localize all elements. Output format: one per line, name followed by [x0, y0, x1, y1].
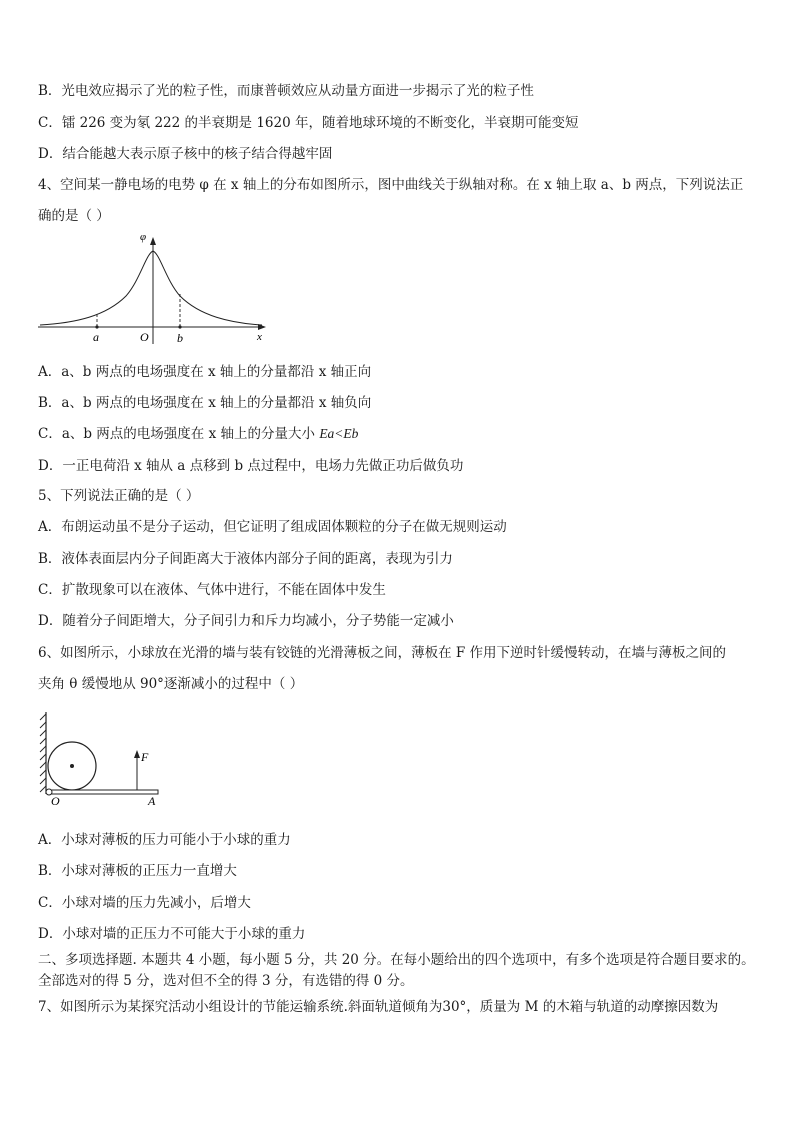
q6-option-d: D．小球对墙的正压力不可能大于小球的重力 [38, 926, 306, 942]
q6-stem-line-1: 6、如图所示，小球放在光滑的墙与装有铰链的光滑薄板之间，薄板在 F 作用下逆时针缓慢转动，在墙与薄板之间的 [38, 645, 727, 661]
q5-option-a: A．布朗运动虽不是分子运动，但它证明了组成固体颗粒的分子在做无规则运动 [38, 519, 507, 535]
a-label: a [93, 330, 99, 344]
q5-option-b: B．液体表面层内分子间距离大于液体内部分子间的距离，表现为引力 [38, 551, 453, 567]
wall-hatching [40, 714, 46, 792]
q4-option-b: B．a、b 两点的电场强度在 x 轴上的分量都沿 x 轴负向 [38, 395, 372, 411]
q6-option-b: B．小球对薄板的正压力一直增大 [38, 863, 237, 879]
q4-stem-line-2: 确的是（ ） [38, 208, 110, 224]
q5-option-d: D．随着分子间距增大，分子间引力和斥力均减小，分子势能一定减小 [38, 613, 454, 629]
force-label: F [141, 750, 149, 764]
end-label: A [148, 794, 156, 808]
section-2-instructions-line-1: 二、多项选择题. 本题共 4 小题，每小题 5 分，共 20 分。在每小题给出的四个选项中，有多个选项是符合题目要求的。 [38, 952, 755, 968]
a-point [95, 325, 98, 328]
potential-curve [40, 251, 262, 325]
ball-center [70, 764, 74, 768]
q3-option-c: C．镭 226 变为氡 222 的半衰期是 1620 年，随着地球环境的不断变化，半衰期可能变短 [38, 115, 579, 131]
q4-option-d: D．一正电荷沿 x 轴从 a 点移到 b 点过程中，电场力先做正功后做负功 [38, 458, 464, 474]
q6-option-c: C．小球对墙的压力先减小，后增大 [38, 895, 251, 911]
plate [48, 790, 158, 794]
q3-option-b: B．光电效应揭示了光的粒子性，而康普顿效应从动量方面进一步揭示了光的粒子性 [38, 83, 534, 99]
q4-option-a: A．a、b 两点的电场强度在 x 轴上的分量都沿 x 轴正向 [38, 364, 372, 380]
hinge-label: O [51, 794, 60, 808]
x-axis-label: x [257, 331, 262, 343]
q6-stem-line-2: 夹角 θ 缓慢地从 90°逐渐减小的过程中（ ） [38, 676, 304, 692]
force-arrowhead [134, 750, 140, 758]
q4-option-c [38, 425, 358, 443]
origin-label: O [140, 330, 149, 344]
q4-option-c-formula: Ea<Eb [319, 426, 359, 441]
b-label: b [177, 331, 183, 345]
q4-stem-line-1: 4、空间某一静电场的电势 φ 在 x 轴上的分布如图所示，图中曲线关于纵轴对称。在 x 轴上取 a、b 两点，下列说法正 [38, 177, 744, 193]
q4-potential-figure [36, 228, 272, 348]
y-axis-label: φ [140, 231, 147, 243]
b-point [178, 325, 181, 328]
y-axis-arrow [150, 237, 156, 245]
section-2-instructions-line-2: 全部选对的得 5 分，选对但不全的得 3 分，有选错的得 0 分。 [38, 973, 414, 989]
q6-option-a: A．小球对薄板的压力可能小于小球的重力 [38, 832, 291, 848]
q7-stem-line-1: 7、如图所示为某探究活动小组设计的节能运输系统.斜面轨道倾角为30°，质量为 M 的木箱与轨道的动摩擦因数为 [38, 999, 719, 1015]
q4-option-c-text: C．a、b 两点的电场强度在 x 轴上的分量大小 [38, 426, 320, 442]
q6-ball-plate-figure [36, 706, 166, 810]
q5-option-c: C．扩散现象可以在液体、气体中进行，不能在固体中发生 [38, 582, 386, 598]
q5-stem: 5、下列说法正确的是（ ） [38, 488, 200, 504]
q3-option-d: D．结合能越大表示原子核中的核子结合得越牢固 [38, 146, 333, 162]
